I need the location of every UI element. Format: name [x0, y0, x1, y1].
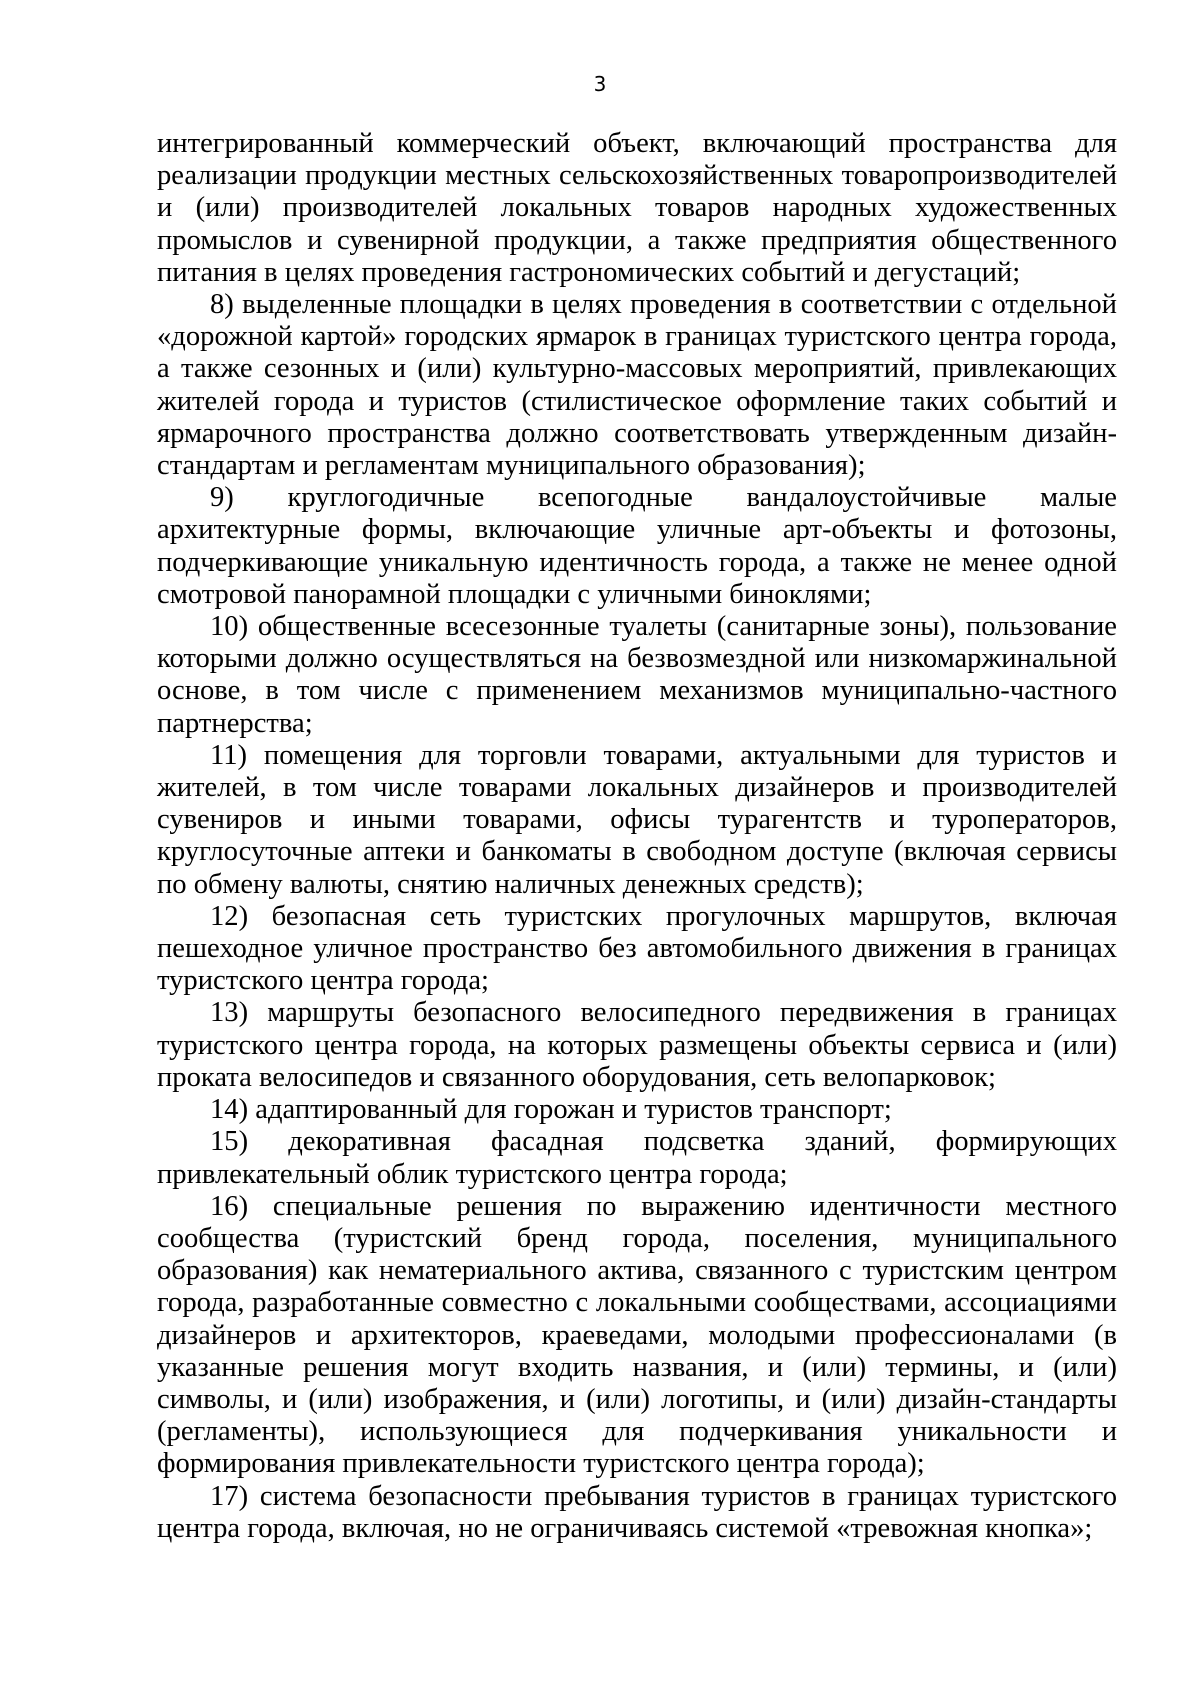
paragraph-item-16: 16) специальные решения по выражению идентичности местного сообщества (туристский бренд города, поселения, муниципального образования) как нематериального актива, связанного с туристским центром города, разработанные совместно с локальными сообществами, ассоциациями дизайнеров и архитекторов, краеведами, молодыми профессионалами (в указанные решения могут входить названия, и (или) термины, и (или) символы, и (или) изображения, и (или) логотипы, и (или) дизайн-стандарты (регламенты), использующиеся для подчеркивания уникальности и формирования привлекательности туристского центра города);: [157, 1190, 1117, 1480]
page-number: 3: [593, 72, 607, 96]
document-body: [157, 128, 1117, 1545]
paragraph-item-13: 13) маршруты безопасного велосипедного передвижения в границах туристского центра города, на которых размещены объекты сервиса и (или) проката велосипедов и связанного оборудования, сеть велопарковок;: [157, 997, 1117, 1093]
paragraph-item-10: 10) общественные всесезонные туалеты (санитарные зоны), пользование которыми должно осуществляться на безвозмездной или низкомаржинальной основе, в том числе с применением механизмов муниципально-частного партнерства;: [157, 611, 1117, 739]
paragraph-item-14: 14) адаптированный для горожан и туристов транспорт;: [210, 1094, 892, 1126]
paragraph-item-11: 11) помещения для торговли товарами, актуальными для туристов и жителей, в том числе товарами локальных дизайнеров и производителей сувениров и иными товарами, офисы турагентств и туроператоров, круглосуточные аптеки и банкоматы в свободном доступе (включая сервисы по обмену валюты, снятию наличных денежных средств);: [157, 739, 1117, 900]
paragraph-item-15: 15) декоративная фасадная подсветка зданий, формирующих привлекательный облик туристского центра города;: [157, 1126, 1117, 1190]
paragraph-item-17: 17) система безопасности пребывания туристов в границах туристского центра города, включая, но не ограничиваясь системой «тревожная кнопка»;: [157, 1480, 1117, 1544]
paragraph-item-12: 12) безопасная сеть туристских прогулочных маршрутов, включая пешеходное уличное пространство без автомобильного движения в границах туристского центра города;: [157, 900, 1117, 997]
paragraph-item-8: 8) выделенные площадки в целях проведения в соответствии с отдельной «дорожной картой» городских ярмарок в границах туристского центра города, а также сезонных и (или) культурно-массовых мероприятий, привлекающих жителей города и туристов (стилистическое оформление таких событий и ярмарочного пространства должно соответствовать утвержденным дизайн-стандартам и регламентам муниципального образования);: [157, 289, 1117, 482]
paragraph-continuation: интегрированный коммерческий объект, включающий пространства для реализации продукции местных сельскохозяйственных товаропроизводителей и (или) производителей локальных товаров народных художественных промыслов и сувенирной продукции, а также предприятия общественного питания в целях проведения гастрономических событий и дегустаций;: [157, 128, 1117, 288]
paragraph-item-9: 9) круглогодичные всепогодные вандалоустойчивые малые архитектурные формы, включающие уличные арт-объекты и фотозоны, подчеркивающие уникальную идентичность города, а также не менее одной смотровой панорамной площадки с уличными биноклями;: [157, 482, 1117, 610]
